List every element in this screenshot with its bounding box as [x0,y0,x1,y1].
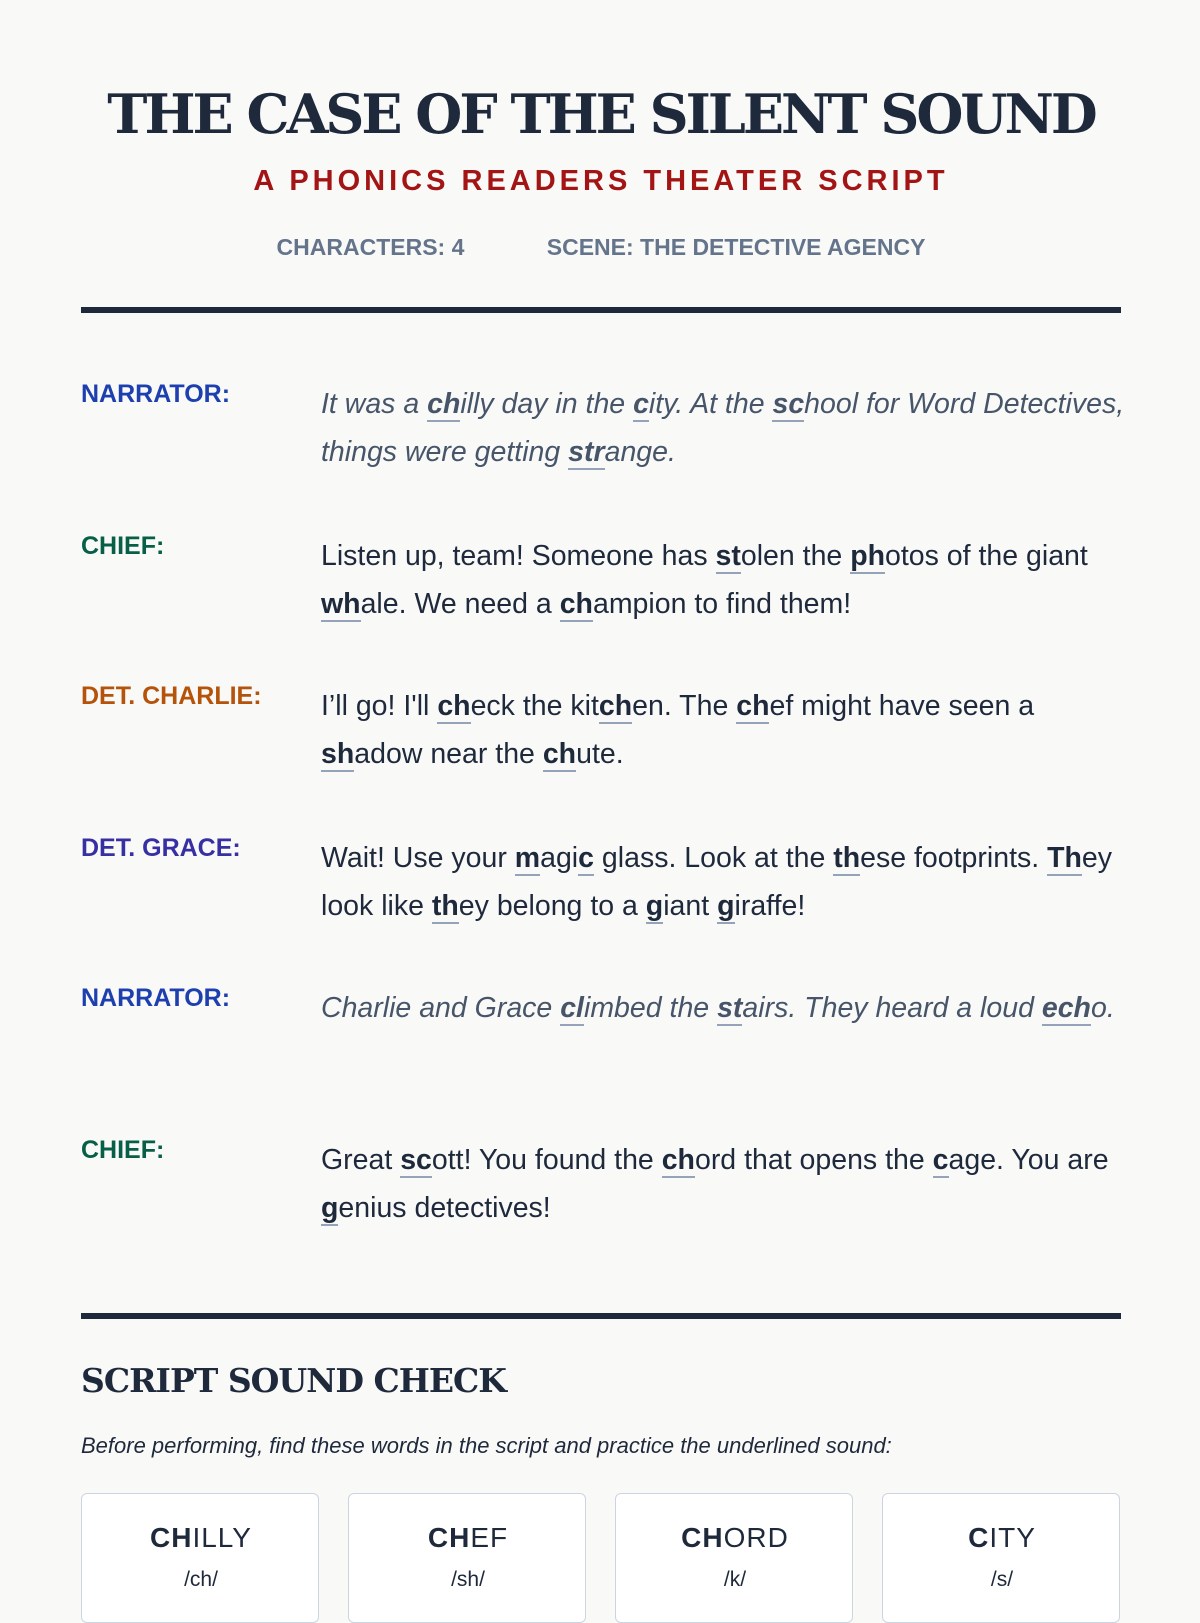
speech-segment: adow near the [354,738,543,770]
speech-text [321,380,1131,476]
card-word-rest: ILLY [192,1522,252,1553]
phonics-focus: st [715,540,741,572]
phonics-focus: Th [1047,842,1082,874]
speaker-name: CHIEF: [81,532,165,560]
phonics-focus: sh [321,738,355,770]
speaker-name: CHIEF: [81,1136,165,1164]
phonics-focus: ch [437,690,471,722]
speech-segment: eck the kit [470,690,599,722]
phonics-focus: ph [850,540,886,572]
speech-segment: iraffe! [734,890,806,922]
phonics-focus: ch [598,690,633,722]
phonics-focus: cl [560,992,584,1024]
sound-check-title: SCRIPT SOUND CHECK [81,1361,506,1400]
speech-segment: ord that opens the [694,1144,933,1176]
speech-segment: ampion to find them! [592,588,852,620]
speech-segment: ale. We need a [360,588,560,620]
speech-segment: enius detectives! [338,1192,551,1224]
speech-segment: Charlie and Grace [321,992,561,1024]
speech-segment: en. The [632,690,737,722]
speech-segment: iant [663,890,718,922]
phonics-focus: m [514,842,541,874]
speech-segment: ange. [604,436,676,468]
speech-segment: Listen up, team! Someone has [321,540,716,572]
speech-segment: ute. [576,738,624,770]
card-sound: /ch/ [184,1568,218,1591]
speaker-name: NARRATOR: [81,380,231,408]
speaker-name: DET. CHARLIE: [81,682,262,710]
card-word-rest: ORD [723,1522,789,1553]
sound-check-note: Before performing, find these words in the script and practice the underlined sound: [81,1433,892,1458]
section-divider [81,1313,1121,1319]
sound-card [882,1493,1120,1623]
speech-segment: illy day in the [460,388,634,420]
card-word-rest: ITY [989,1522,1036,1553]
phonics-focus: sc [400,1144,432,1176]
card-word [82,1522,320,1554]
phonics-focus: c [578,842,594,874]
card-word-focus: CH [427,1522,471,1553]
phonics-focus: th [431,890,459,922]
phonics-focus: c [932,1144,949,1176]
speech-segment: glass. Look at the [594,842,834,874]
speech-segment: I’ll go! I'll [321,690,438,722]
phonics-focus: ech [1041,992,1091,1024]
speech-segment: o. [1090,992,1115,1024]
phonics-focus: th [833,842,861,874]
characters-count: CHARACTERS: 4 [276,234,465,260]
phonics-focus: ch [559,588,593,620]
card-sound: /k/ [723,1568,747,1591]
speech-text [321,532,1131,628]
page-title: THE CASE OF THE SILENT SOUND [107,82,1095,146]
phonics-focus: st [717,992,743,1024]
speech-segment: age. You are [948,1144,1109,1176]
speech-segment: imbed the [583,992,718,1024]
phonics-focus: str [568,436,605,468]
speech-text [321,834,1131,930]
speech-text [321,682,1131,778]
speech-text [321,984,1131,1032]
phonics-focus: g [717,890,735,922]
scene-label: SCENE: THE DETECTIVE AGENCY [546,234,926,260]
speaker-name: DET. GRACE: [81,834,241,862]
card-word-focus: CH [681,1522,724,1553]
speech-segment: ity. At the [648,388,773,420]
speech-segment: airs. They heard a loud [742,992,1042,1024]
page-subtitle: A PHONICS READERS THEATER SCRIPT [253,165,949,197]
speech-segment: It was a [321,388,428,420]
phonics-focus: g [645,890,664,922]
speech-segment: Great [321,1144,401,1176]
card-word-focus: C [968,1522,990,1553]
speech-text [321,1136,1131,1232]
speech-segment: hool for Word Detectives, things were getting [321,388,1125,468]
speech-segment: Wait! Use your [321,842,515,874]
speech-segment: ese footprints. [860,842,1048,874]
sound-card [81,1493,319,1623]
phonics-focus: ch [661,1144,695,1176]
speech-segment: ey belong to a [458,890,646,922]
card-sound: /sh/ [451,1568,485,1591]
phonics-focus: ch [542,738,577,770]
phonics-focus: sc [772,388,805,420]
card-word [883,1522,1121,1554]
phonics-focus: c [633,388,649,420]
speech-segment: ey look like [321,842,1113,922]
sound-card [348,1493,586,1623]
phonics-focus: ch [736,690,770,722]
phonics-focus: wh [321,588,361,620]
card-word-rest: EF [470,1522,509,1553]
card-word-focus: CH [150,1522,193,1553]
script-meta [81,234,1121,261]
speech-segment: olen the [740,540,851,572]
phonics-focus: ch [427,388,461,420]
card-word [616,1522,854,1554]
speech-segment: ef might have seen a [769,690,1035,722]
sound-card [615,1493,853,1623]
header-divider [81,307,1121,313]
card-sound: /s/ [990,1568,1014,1591]
speech-segment: otos of the giant [885,540,1088,572]
speech-segment: agi [540,842,579,874]
card-word [349,1522,587,1554]
speech-segment: ott! You found the [431,1144,662,1176]
phonics-focus: g [321,1192,339,1224]
speaker-name: NARRATOR: [81,984,231,1012]
